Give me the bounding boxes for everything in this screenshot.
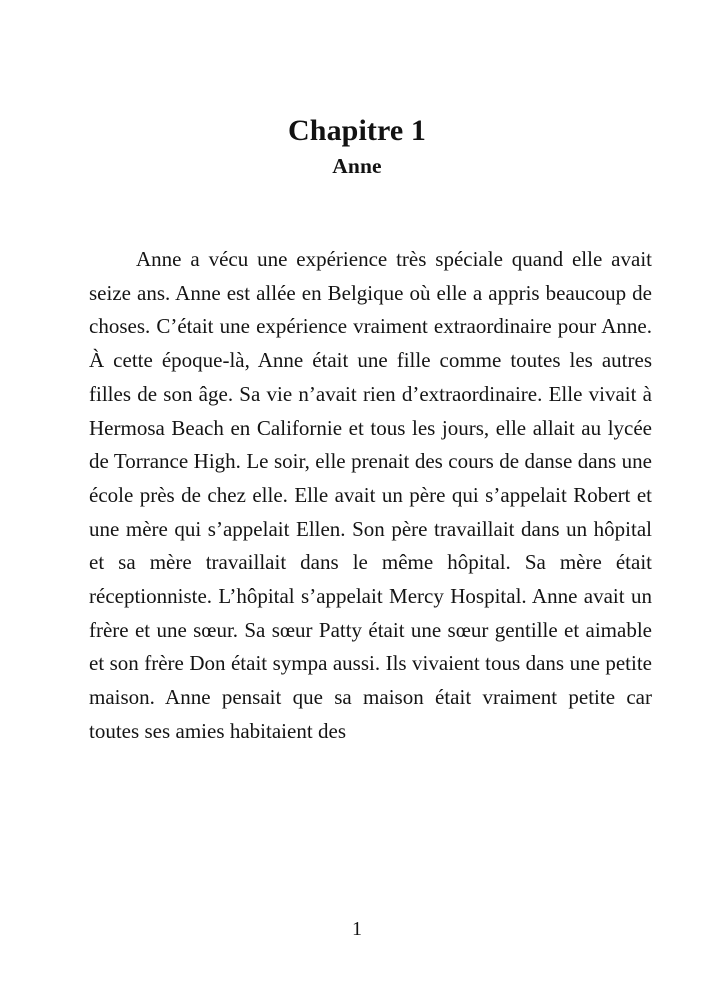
- page-footer: [0, 916, 714, 942]
- chapter-subtitle: Anne: [332, 154, 382, 178]
- chapter-title: Chapitre 1: [288, 114, 426, 147]
- page-number: 1: [352, 918, 362, 940]
- body-paragraph: Anne a vécu une expérience très spéciale quand elle avait seize ans. Anne est allée en Belgique où elle a appris beaucoup de choses. C’était une expérience vraiment extraordinaire pour Anne. À cette époque-là, Anne était une fille comme toutes les autres filles de son âge. Sa vie n’avait rien d’extraordinaire. Elle vivait à Hermosa Beach en Californie et tous les jours, elle allait au lycée de Torrance High. Le soir, elle prenait des cours de danse dans une école près de chez elle. Elle avait un père qui s’appelait Robert et une mère qui s’appelait Ellen. Son père travaillait dans un hôpital et sa mère travaillait dans le même hôpital. Sa mère était réceptionniste. L’hôpital s’appelait Mercy Hospital. Anne avait un frère et une sœur. Sa sœur Patty était une sœur gentille et aimable et son frère Don était sympa aussi. Ils vivaient tous dans une petite maison. Anne pensait que sa maison était vraiment petite car toutes ses amies habitaient des: [89, 247, 652, 743]
- chapter-heading: [0, 112, 714, 181]
- body-text-block: [89, 243, 652, 749]
